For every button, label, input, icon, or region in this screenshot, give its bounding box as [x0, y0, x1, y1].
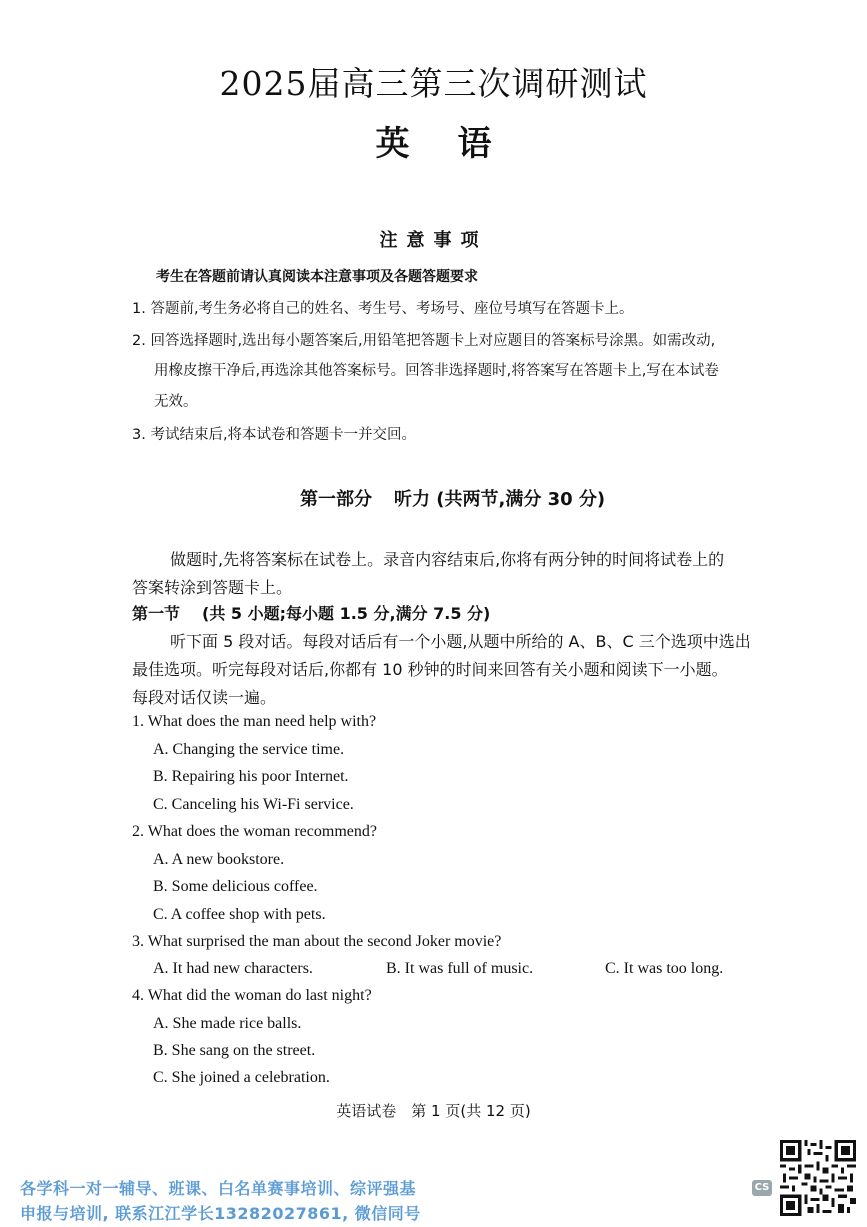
qr-code-icon [780, 1140, 856, 1216]
notice-item-number: 3. [132, 427, 146, 443]
promo-line-2: 申报与培训, 联系江江学长13282027861, 微信同号 [20, 1204, 421, 1223]
question-4-option-a: A. She made rice balls. [153, 1015, 302, 1032]
page-edge [859, 0, 867, 1227]
part-heading [300, 485, 605, 511]
notice-item-text: 回答选择题时,选出每小题答案后,用铅笔把答题卡上对应题目的答案标号涂黑。如需改动, [150, 333, 716, 349]
notice-item-1 [132, 297, 634, 318]
section-name: 第一节 [132, 604, 181, 623]
subject-title: 英语 [375, 124, 540, 164]
promo-line-1: 各学科一对一辅导、班课、白名单赛事培训、综评强基 [20, 1179, 417, 1198]
cs-scanner-badge: CS [752, 1180, 772, 1196]
notice-item-text: 答题前,考生务必将自己的姓名、考生号、考场号、座位号填写在答题卡上。 [150, 301, 634, 317]
notice-title: 注意事项 [379, 230, 488, 251]
question-2-option-b: B. Some delicious coffee. [153, 878, 318, 895]
question-2-stem: 2. What does the woman recommend? [132, 823, 377, 840]
question-4-stem: 4. What did the woman do last night? [132, 987, 372, 1004]
notice-item-2-line-3: 无效。 [154, 394, 198, 410]
section-instruction-line-2: 最佳选项。听完每段对话后,你都有 10 秒钟的时间来回答有关小题和阅读下一小题。 [132, 660, 728, 679]
question-2-option-a: A. A new bookstore. [153, 851, 285, 868]
question-3-option-c: C. It was too long. [605, 960, 724, 977]
notice-item-3 [132, 423, 416, 444]
notice-item-text: 考试结束后,将本试卷和答题卡一并交回。 [150, 427, 417, 443]
question-2-option-c: C. A coffee shop with pets. [153, 906, 326, 923]
question-3-stem: 3. What surprised the man about the second Joker movie? [132, 933, 502, 950]
notice-item-number: 1. [132, 301, 146, 317]
question-3-option-a: A. It had new characters. [153, 960, 313, 977]
notice-item-2-line-2: 用橡皮擦干净后,再选涂其他答案标号。回答非选择题时,将答案写在答题卡上,写在本试卷 [154, 363, 719, 379]
notice-item-number: 2. [132, 333, 146, 349]
part-intro-line-1: 做题时,先将答案标在试卷上。录音内容结束后,你将有两分钟的时间将试卷上的 [170, 550, 725, 569]
question-4-option-c: C. She joined a celebration. [153, 1069, 330, 1086]
section-heading [132, 601, 490, 624]
part-intro-line-2: 答案转涂到答题卡上。 [132, 578, 293, 597]
section-rule: (共 5 小题;每小题 1.5 分,满分 7.5 分) [202, 604, 491, 623]
exam-title: 2025届高三第三次调研测试 [219, 64, 648, 103]
question-4-option-b: B. She sang on the street. [153, 1042, 316, 1059]
part-name: 第一部分 [300, 489, 372, 510]
question-1-option-a: A. Changing the service time. [153, 741, 345, 758]
notice-item-2 [132, 329, 715, 350]
notice-requirement: 考生在答题前请认真阅读本注意事项及各题答题要求 [156, 269, 478, 285]
page-footer: 英语试卷 第 1 页(共 12 页) [336, 1102, 531, 1120]
question-3-option-b: B. It was full of music. [386, 960, 534, 977]
question-1-stem: 1. What does the man need help with? [132, 713, 377, 730]
part-title: 听力 (共两节,满分 30 分) [394, 489, 606, 510]
section-instruction-line-3: 每段对话仅读一遍。 [132, 688, 277, 707]
question-1-option-c: C. Canceling his Wi-Fi service. [153, 796, 354, 813]
section-instruction-line-1: 听下面 5 段对话。每段对话后有一个小题,从题中所给的 A、B、C 三个选项中选出 [170, 632, 751, 651]
question-1-option-b: B. Repairing his poor Internet. [153, 768, 349, 785]
